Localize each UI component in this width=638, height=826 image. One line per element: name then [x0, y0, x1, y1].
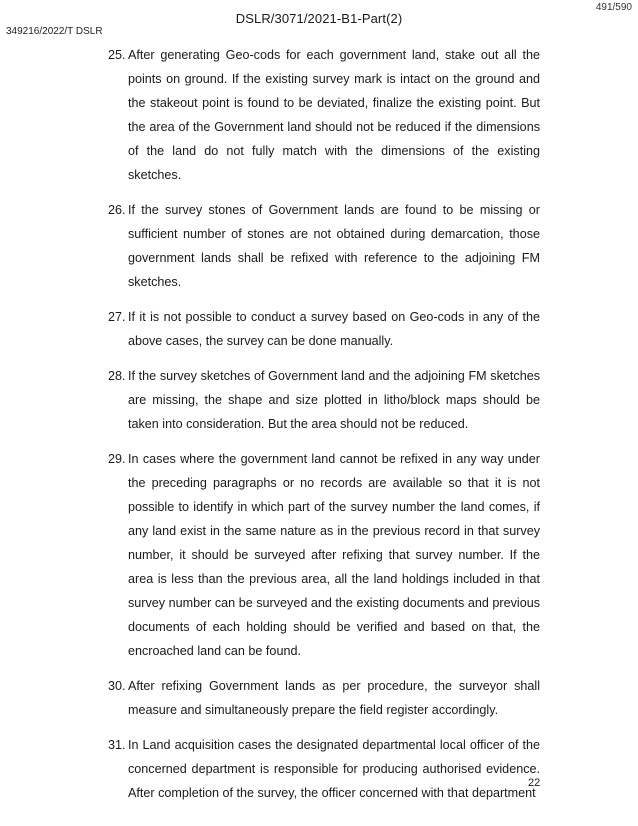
page-number: 22	[528, 777, 541, 789]
paragraph-26	[108, 198, 540, 294]
paragraph-number: 31.	[108, 738, 126, 752]
page-counter: 491/590	[595, 2, 632, 13]
paragraph-31	[108, 733, 540, 805]
paragraph-text: If the survey sketches of Government land and the adjoining FM sketches are missing, the shape and size plotted in litho/block maps should be taken into consideration. But the area should not be reduced.	[128, 369, 540, 431]
paragraph-number: 27.	[108, 310, 126, 324]
paragraph-text: After generating Geo-cods for each government land, stake out all the points on ground. If the existing survey mark is intact on the ground and the stakeout point is found to be deviated, finalize the existing point. But the area of the Government land should not be reduced if the dimensions of the land do not fully match with the dimensions of the existing sketches.	[128, 48, 540, 182]
paragraph-27	[108, 305, 540, 353]
paragraph-number: 28.	[108, 369, 126, 383]
paragraph-text: If the survey stones of Government lands are found to be missing or sufficient number of stones are not obtained during demarcation, those government lands shall be refixed with reference to the adjoining FM sketches.	[128, 203, 540, 289]
paragraph-number: 29.	[108, 452, 126, 466]
paragraph-text: In cases where the government land cannot be refixed in any way under the preceding paragraphs or no records are available so that it is not possible to identify in which part of the survey number the land comes, if any land exist in the same nature as in the previous record in that survey number, it should be surveyed after refixing that survey number. If the area is less than the previous area, all the land holdings included in that survey number can be surveyed and the existing documents and previous documents of each holding should be verified and based on that, the encroached land can be found.	[128, 452, 540, 658]
receipt-reference: 349216/2022/T DSLR	[6, 26, 103, 37]
paragraph-number: 30.	[108, 679, 126, 693]
paragraph-28	[108, 364, 540, 436]
paragraph-number: 25.	[108, 48, 126, 62]
file-reference-header: DSLR/3071/2021-B1-Part(2)	[235, 11, 403, 26]
paragraph-30	[108, 674, 540, 722]
paragraph-25	[108, 43, 540, 187]
paragraph-text: After refixing Government lands as per procedure, the surveyor shall measure and simultaneously prepare the field register accordingly.	[128, 679, 540, 717]
document-body	[108, 43, 540, 816]
paragraph-29	[108, 447, 540, 663]
paragraph-text: In Land acquisition cases the designated departmental local officer of the concerned department is responsible for producing authorised evidence. After completion of the survey, the officer concerned with that department	[128, 738, 540, 800]
paragraph-number: 26.	[108, 203, 126, 217]
paragraph-text: If it is not possible to conduct a survey based on Geo-cods in any of the above cases, the survey can be done manually.	[128, 310, 540, 348]
